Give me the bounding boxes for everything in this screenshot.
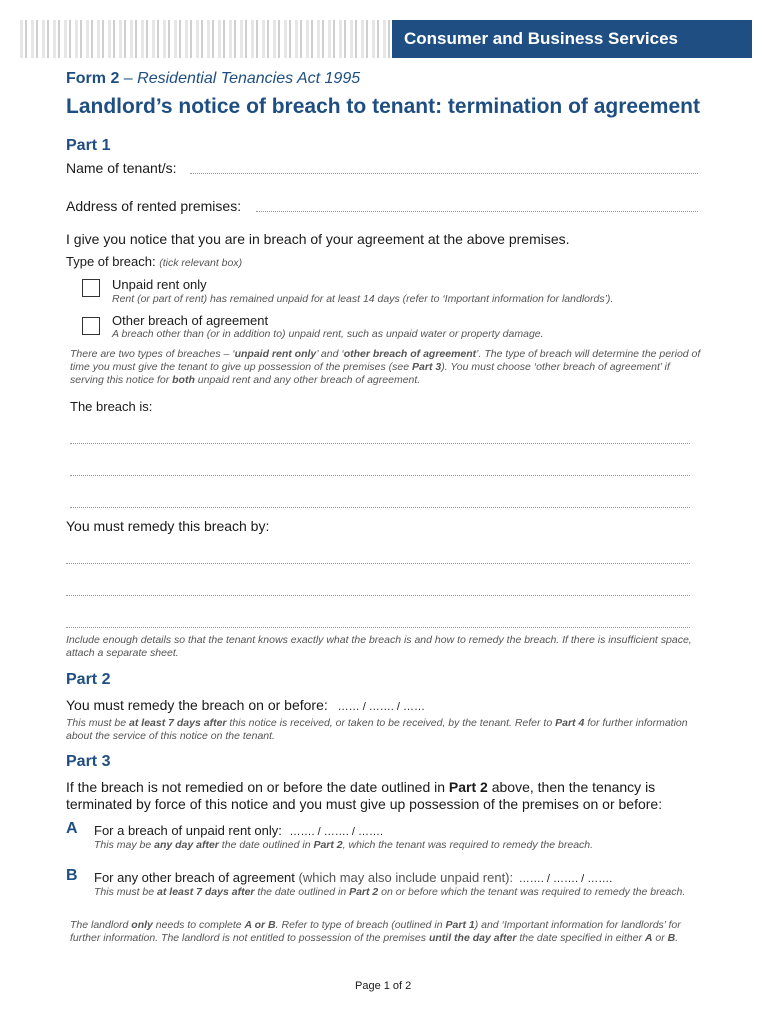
breach-line-3[interactable] bbox=[70, 507, 690, 508]
type-hint: (tick relevant box) bbox=[159, 257, 243, 269]
unpaid-rent-checkbox[interactable] bbox=[82, 279, 100, 297]
type-of-breach bbox=[66, 254, 242, 269]
form-act: Residential Tenancies Act 1995 bbox=[137, 70, 361, 87]
tenant-label: Name of tenant/s: bbox=[66, 160, 177, 176]
option-a-label: For a breach of unpaid rent only bbox=[94, 823, 279, 838]
option-a-row: For a breach of unpaid rent only: ……. / ……. / ……. bbox=[94, 823, 384, 838]
notice-text: I give you notice that you are in breach of your agreement at the above premises. bbox=[66, 231, 570, 247]
option-a-note: This may be any day after the date outlined in Part 2, which the tenant was required to remedy the breach. bbox=[94, 839, 594, 851]
opt2-label: Other breach of agreement bbox=[112, 313, 269, 328]
option-b-row bbox=[94, 870, 612, 885]
header-stripes bbox=[20, 20, 392, 58]
opt2-desc: A breach other than (or in addition to) unpaid rent, such as unpaid water or property damage. bbox=[112, 328, 544, 340]
breach-label: The breach is: bbox=[70, 399, 153, 414]
part3-intro: If the breach is not remedied on or before the date outlined in Part 2 above, then the tenancy is terminated by force of this notice and you must give up possession of the premises on or before: bbox=[66, 779, 663, 812]
remedy-label: You must remedy this breach by: bbox=[66, 518, 270, 534]
option-b-letter: B bbox=[66, 867, 78, 884]
type-label: Type of breach: bbox=[66, 254, 156, 269]
form-number: Form 2 bbox=[66, 70, 120, 87]
option-a-date-field[interactable]: ……. / ……. / ……. bbox=[289, 826, 384, 838]
part2-heading: Part 2 bbox=[66, 671, 111, 688]
breach-line-1[interactable] bbox=[70, 443, 690, 444]
option-a-letter: A bbox=[66, 820, 78, 837]
address-field[interactable] bbox=[256, 211, 698, 212]
breach-types-note: There are two types of breaches – ‘unpaid rent only’ and ‘other breach of agreement’. The type of breach will determine the period of time you must give the tenant to give up possession of the premises (see Part 3). You must choose ‘other breach of agreement’ if serving this notice for both unpaid rent and any other breach of agreement. bbox=[70, 348, 701, 386]
opt1-label: Unpaid rent only bbox=[112, 277, 207, 292]
part1-heading: Part 1 bbox=[66, 137, 111, 154]
breach-line-2[interactable] bbox=[70, 475, 690, 476]
part2-note: This must be at least 7 days after this notice is received, or taken to be received, by the tenant. Refer to Part 4 for further information about the service of this notice on the tenant. bbox=[66, 717, 688, 742]
page-number: Page 1 of 2 bbox=[355, 980, 412, 992]
remedy-line-2[interactable] bbox=[66, 595, 690, 596]
opt1-desc: Rent (or part of rent) has remained unpaid for at least 14 days (refer to ‘Important information for landlords’). bbox=[112, 293, 614, 305]
option-b-paren: (which may also include unpaid rent): bbox=[298, 870, 514, 885]
remedy-date-field[interactable]: …… / ……. / …… bbox=[337, 701, 426, 713]
remedy-date-label: You must remedy the breach on or before: bbox=[66, 697, 328, 713]
remedy-date-row bbox=[66, 697, 425, 713]
tenant-field[interactable] bbox=[190, 173, 698, 174]
details-note: Include enough details so that the tenant knows exactly what the breach is and how to remedy the breach. If there is insufficient space, attach a separate sheet. bbox=[66, 634, 692, 659]
other-breach-checkbox[interactable] bbox=[82, 317, 100, 335]
address-label: Address of rented premises: bbox=[66, 198, 242, 214]
landlord-footnote: The landlord only needs to complete A or B. Refer to type of breach (outlined in Part 1) and ‘Important information for landlords’ for further information. The landlord is not entitled to possession of the premises until the day after the date specified in either A or B. bbox=[70, 919, 681, 944]
form-dash: – bbox=[123, 70, 133, 87]
remedy-line-1[interactable] bbox=[66, 563, 690, 564]
part3-heading: Part 3 bbox=[66, 753, 111, 770]
brand-banner: Consumer and Business Services bbox=[392, 20, 752, 58]
page-title: Landlord’s notice of breach to tenant: termination of agreement bbox=[66, 95, 700, 118]
option-b-note: This must be at least 7 days after the date outlined in Part 2 on or before which the tenant was required to remedy the breach. bbox=[94, 886, 686, 898]
option-b-date-field[interactable]: ……. / ……. / ……. bbox=[518, 873, 613, 885]
remedy-line-3[interactable] bbox=[66, 627, 690, 628]
form-subtitle bbox=[66, 70, 360, 88]
option-b-label: For any other breach of agreement bbox=[94, 870, 295, 885]
